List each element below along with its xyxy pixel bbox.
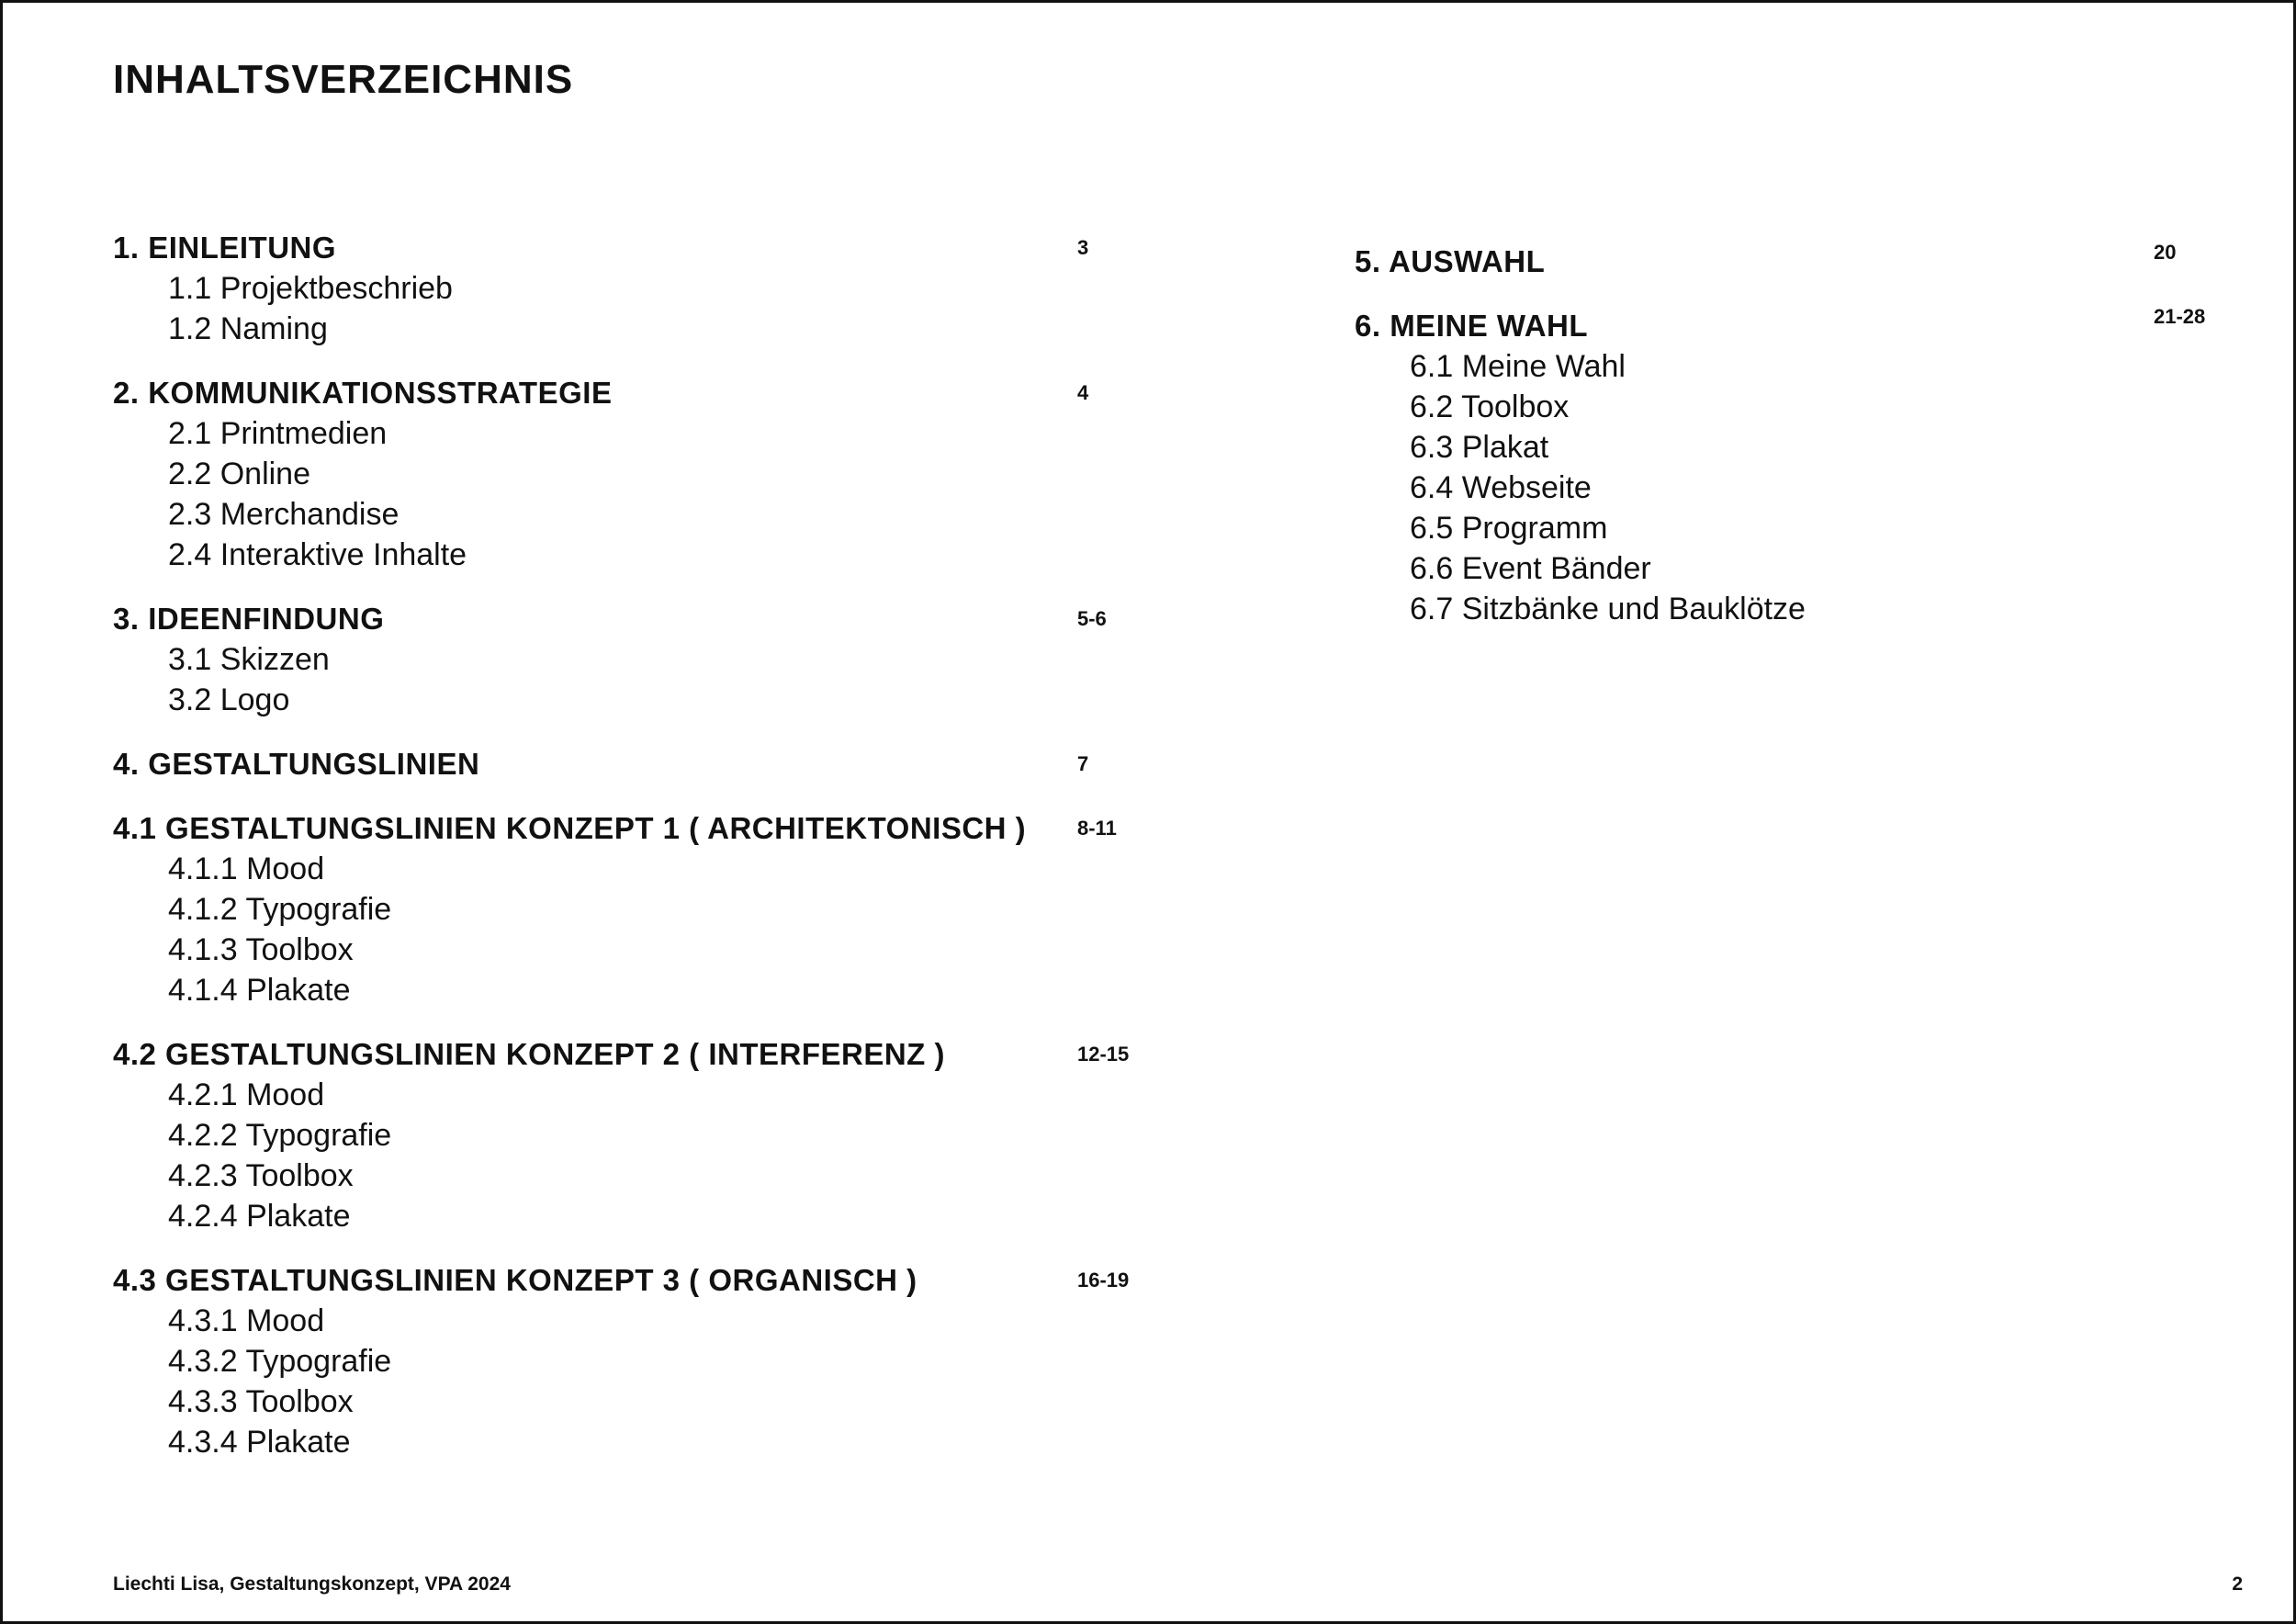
toc-page-number: 16-19 (1077, 1269, 1130, 1291)
toc-subitem: 4.3.4 Plakate (168, 1425, 351, 1460)
toc-subitem: 4.3.3 Toolbox (168, 1384, 354, 1419)
toc-subitem: 2.1 Printmedien (168, 416, 388, 451)
toc-section (113, 373, 1169, 575)
toc-subitem: 2.4 Interaktive Inhalte (168, 537, 467, 572)
toc-section (113, 599, 1169, 720)
toc-page-number: 20 (2154, 241, 2177, 264)
toc-subitem: 4.2.4 Plakate (168, 1199, 351, 1234)
toc-right-column (1355, 242, 2245, 653)
toc-page-number: 7 (1077, 752, 1089, 775)
footer-page-number: 2 (2232, 1573, 2243, 1595)
footer-author-info: Liechti Lisa, Gestaltungskonzept, VPA 2024 (113, 1573, 511, 1595)
toc-subitem: 6.3 Plakat (1410, 430, 1549, 465)
toc-subitem: 6.1 Meine Wahl (1410, 349, 1626, 384)
toc-subitem: 3.2 Logo (168, 682, 290, 717)
toc-section-heading (113, 1260, 1169, 1301)
toc-page-number: 21-28 (2154, 305, 2206, 328)
toc-subitem-list (113, 268, 1169, 349)
toc-heading-label: 2. KOMMUNIKATIONSSTRATEGIE (113, 376, 613, 410)
toc-subitem: 4.1.1 Mood (168, 851, 325, 886)
toc-subitem: 4.3.2 Typografie (168, 1344, 392, 1379)
toc-section-heading (113, 373, 1169, 413)
page-title: INHALTSVERZEICHNIS (113, 57, 574, 102)
toc-subitem: 6.4 Webseite (1410, 470, 1592, 505)
toc-heading-label: 3. IDEENFINDUNG (113, 602, 385, 636)
toc-section-heading (1355, 242, 2245, 282)
toc-heading-label: 5. AUSWAHL (1355, 244, 1546, 278)
toc-section (1355, 306, 2245, 629)
toc-section (113, 744, 1169, 784)
toc-page-number: 3 (1077, 236, 1089, 259)
toc-page-number: 8-11 (1077, 817, 1117, 840)
toc-subitem: 1.2 Naming (168, 311, 328, 346)
toc-subitem: 4.1.3 Toolbox (168, 932, 354, 967)
toc-subitem: 2.2 Online (168, 457, 310, 491)
toc-subitem: 6.2 Toolbox (1410, 389, 1570, 424)
toc-subitem-list (1355, 346, 2245, 629)
toc-subitem: 2.3 Merchandise (168, 497, 400, 532)
toc-section-heading (1355, 306, 2245, 346)
toc-heading-label: 4.1 GESTALTUNGSLINIEN KONZEPT 1 ( ARCHITEKTONISCH ) (113, 811, 1027, 845)
toc-section (113, 808, 1169, 1010)
toc-heading-label: 4. GESTALTUNGSLINIEN (113, 747, 480, 781)
toc-subitem: 6.5 Programm (1410, 511, 1608, 546)
toc-heading-label: 6. MEINE WAHL (1355, 309, 1589, 343)
toc-subitem: 4.3.1 Mood (168, 1303, 325, 1338)
toc-section-heading (113, 744, 1169, 784)
toc-subitem-list (113, 849, 1169, 1010)
toc-subitem-list (113, 639, 1169, 720)
toc-section (113, 1260, 1169, 1462)
toc-subitem-list (113, 413, 1169, 575)
toc-page-number: 5-6 (1077, 607, 1107, 630)
toc-subitem: 4.2.3 Toolbox (168, 1158, 354, 1193)
toc-subitem: 4.2.2 Typografie (168, 1118, 392, 1153)
toc-subitem: 4.1.4 Plakate (168, 973, 351, 1008)
toc-heading-label: 1. EINLEITUNG (113, 231, 337, 265)
toc-subitem: 6.7 Sitzbänke und Bauklötze (1410, 592, 1806, 626)
toc-section (1355, 242, 2245, 282)
toc-section-heading (113, 228, 1169, 268)
toc-section (113, 1034, 1169, 1236)
toc-section-heading (113, 808, 1169, 849)
toc-subitem-list (113, 1075, 1169, 1236)
toc-section-heading (113, 1034, 1169, 1075)
toc-page-number: 4 (1077, 381, 1089, 404)
toc-section (113, 228, 1169, 349)
toc-page-number: 12-15 (1077, 1043, 1130, 1066)
toc-left-column (113, 228, 1169, 1486)
toc-subitem: 4.2.1 Mood (168, 1077, 325, 1112)
toc-subitem: 1.1 Projektbeschrieb (168, 271, 453, 306)
toc-subitem: 3.1 Skizzen (168, 642, 330, 677)
toc-heading-label: 4.3 GESTALTUNGSLINIEN KONZEPT 3 ( ORGANISCH ) (113, 1263, 917, 1297)
toc-heading-label: 4.2 GESTALTUNGSLINIEN KONZEPT 2 ( INTERFERENZ ) (113, 1037, 945, 1071)
toc-subitem: 4.1.2 Typografie (168, 892, 392, 927)
toc-subitem: 6.6 Event Bänder (1410, 551, 1651, 586)
toc-subitem-list (113, 1301, 1169, 1462)
toc-section-heading (113, 599, 1169, 639)
